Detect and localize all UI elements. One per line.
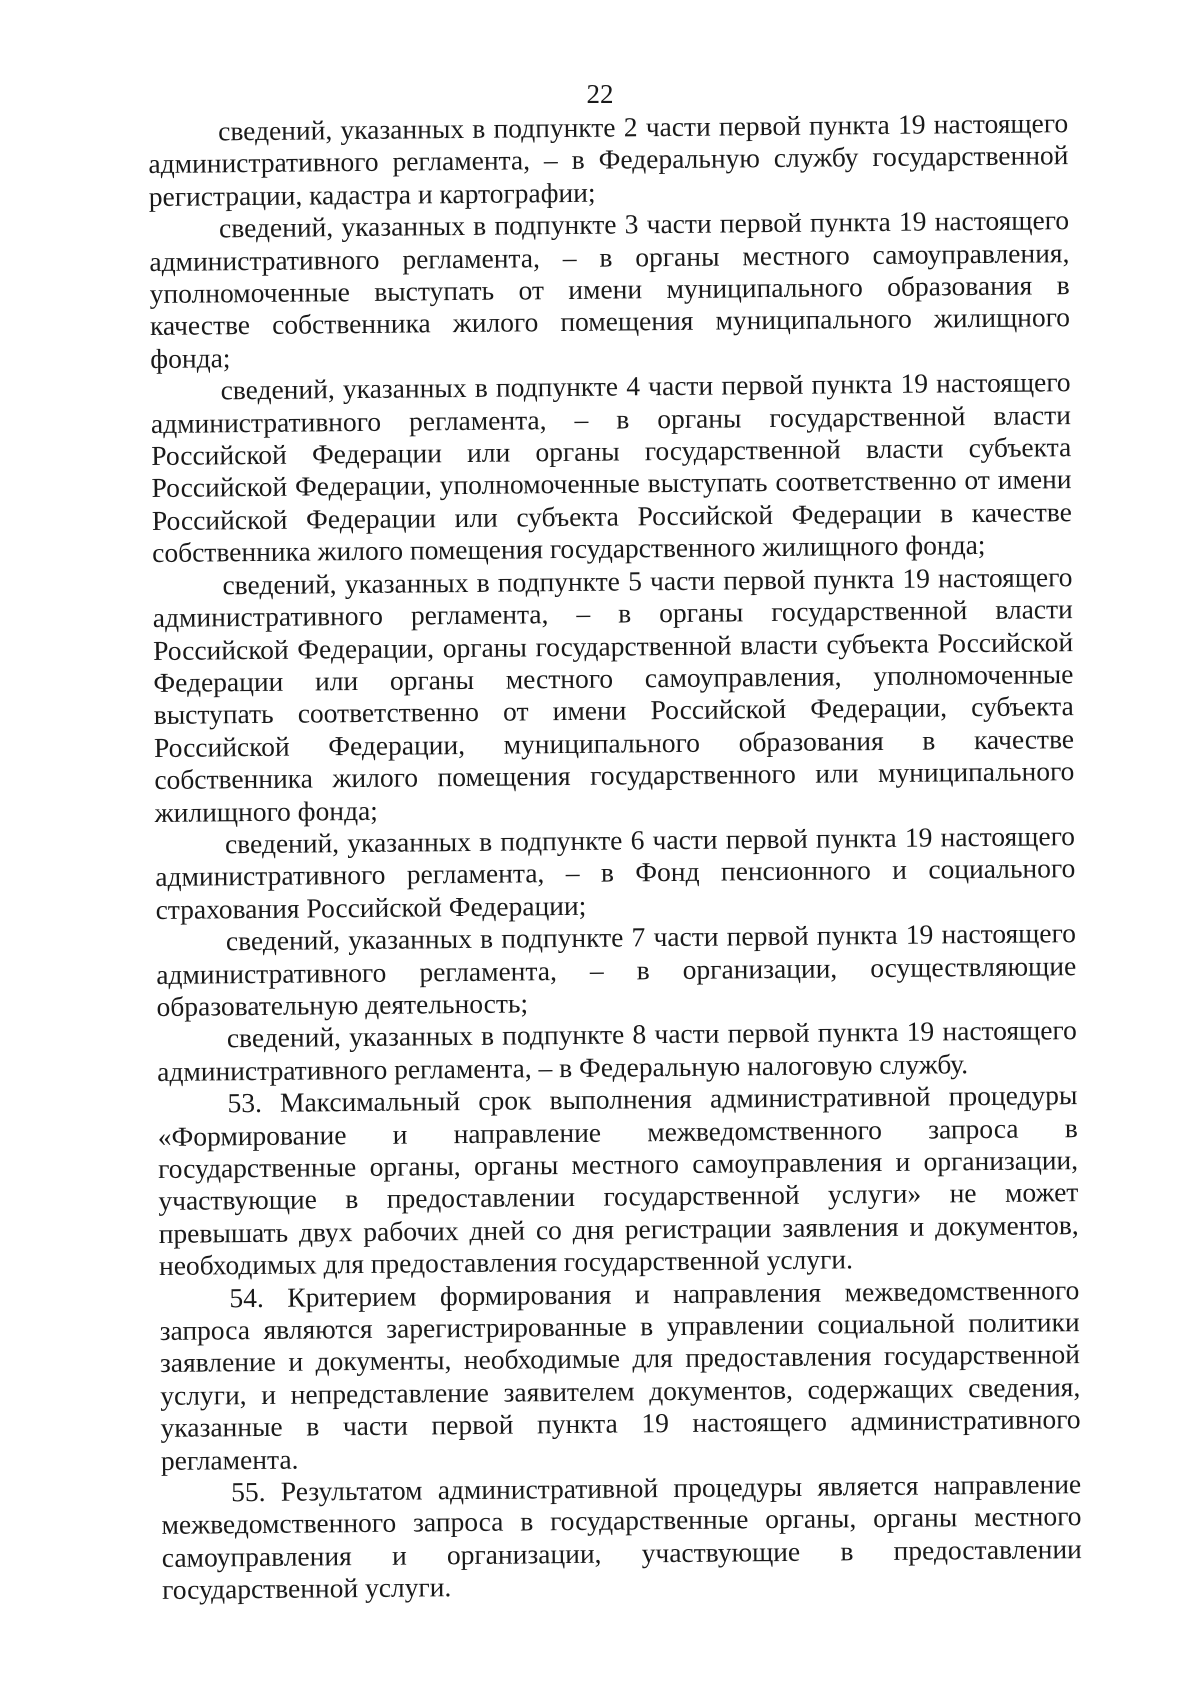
paragraph-clause-4: сведений, указанных в подпункте 4 части первой пункта 19 настоящего административного регламента, – в органы государственной власти Российской Федерации или органы государственной власти субъекта Российской Федерации, уполномоченные выступать соответственно от имени Российской Федерации или субъекта Российской Федерации в качестве собственника жилого помещения государственного жилищного фонда; xyxy=(150,366,1072,569)
paragraph-item-54: 54. Критерием формирования и направления межведомственного запроса являются зарегистрированные в управлении социальной политики заявление и документы, необходимые для предоставления государственной услуги, и непредставление заявителем документов, содержащих сведения, указанные в части первой пункта 19 настоящего административного регламента. xyxy=(159,1273,1081,1476)
paragraph-clause-5: сведений, указанных в подпункте 5 части первой пункта 19 настоящего административного регламента, – в органы государственной власти Российской Федерации, органы государственной власти субъекта Российской Федерации или органы местного самоуправления, уполномоченные выступать соответственно от имени Российской Федерации, субъекта Российской Федерации, муниципального образования в качестве собственника жилого помещения государственного или муниципального жилищного фонда; xyxy=(152,560,1075,828)
document-body xyxy=(148,107,1082,1606)
paragraph-clause-6: сведений, указанных в подпункте 6 части первой пункта 19 настоящего административного регламента, – в Фонд пенсионного и социального страхования Российской Федерации; xyxy=(155,820,1076,925)
paragraph-clause-7: сведений, указанных в подпункте 7 части первой пункта 19 настоящего административного регламента, – в организации, осуществляющие образовательную деятельность; xyxy=(156,917,1077,1022)
paragraph-clause-8: сведений, указанных в подпункте 8 части первой пункта 19 настоящего административного регламента, – в Федеральную налоговую службу. xyxy=(157,1014,1077,1087)
page-number: 22 xyxy=(586,79,614,109)
paragraph-item-53: 53. Максимальный срок выполнения административной процедуры «Формирование и направление межведомственного запроса в государственные органы, органы местного самоуправления и организации, участвующие в предоставлении государственной услуги» не может превышать двух рабочих дней со дня регистрации заявления и документов, необходимых для предоставления государственной услуги. xyxy=(157,1079,1079,1282)
paragraph-item-55: 55. Результатом административной процедуры является направление межведомственного запроса в государственные органы, органы местного самоуправления и организации, участвующие в предоставлении государственной услуги. xyxy=(161,1468,1082,1606)
paragraph-clause-2: сведений, указанных в подпункте 2 части первой пункта 19 настоящего административного регламента, – в Федеральную службу государственной регистрации, кадастра и картографии; xyxy=(148,107,1069,212)
paragraph-clause-3: сведений, указанных в подпункте 3 части первой пункта 19 настоящего административного регламента, – в органы местного самоуправления, уполномоченные выступать от имени муниципального образования в качестве собственника жилого помещения муниципального жилищного фонда; xyxy=(149,204,1071,374)
